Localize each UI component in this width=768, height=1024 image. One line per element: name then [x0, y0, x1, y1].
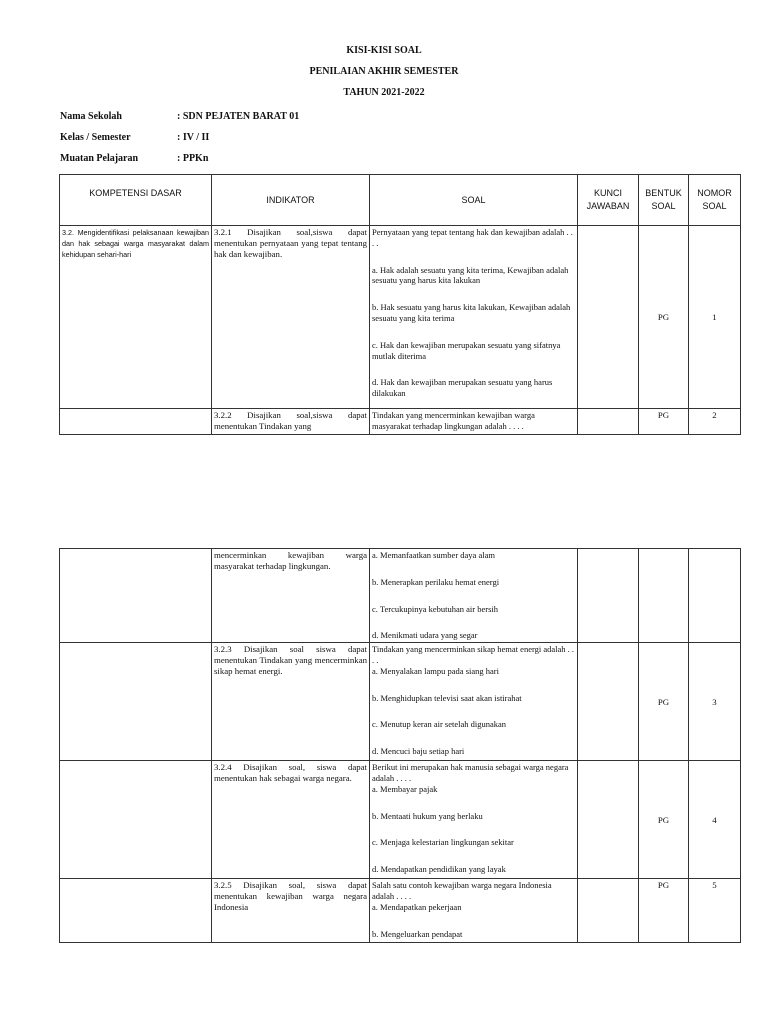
option-c: c. Tercukupinya kebutuhan air bersih — [372, 603, 498, 614]
option-c: c. Hak dan kewajiban merupakan sesuatu yang sifatnya mutlak diterima — [372, 339, 561, 361]
col-header-kd: KOMPETENSI DASAR — [60, 175, 212, 226]
table-row — [60, 409, 741, 435]
doc-title: KISI-KISI SOAL — [346, 45, 422, 56]
soal-cell — [370, 879, 578, 943]
soal-cell — [370, 761, 578, 879]
bentuk-cell — [639, 549, 689, 643]
option-a: a. Memanfaatkan sumber daya alam — [372, 550, 495, 560]
option-a: a. Membayar pajak — [372, 783, 438, 794]
table-row — [60, 226, 741, 409]
option-c: c. Menutup keran air setelah digunakan — [372, 719, 507, 730]
nomor-cell: 3 — [689, 643, 741, 761]
doc-year: TAHUN 2021-2022 — [343, 87, 425, 98]
option-d: d. Hak dan kewajiban merupakan sesuatu yang harus dilakukan — [372, 377, 553, 399]
col-header-soal: SOAL — [370, 175, 578, 226]
bentuk-cell: PG — [639, 879, 689, 943]
col-header-indikator: INDIKATOR — [212, 175, 370, 226]
nomor-cell: 4 — [689, 761, 741, 879]
question-stem: Tindakan yang mencerminkan kewajiban warga masyarakat terhadap lingkungan adalah . . . . — [372, 410, 535, 431]
nomor-cell: 2 — [689, 409, 741, 435]
nomor-cell: 1 — [689, 226, 741, 409]
kunci-cell — [578, 226, 639, 409]
indikator-cell: 3.2.2 Disajikan soal,siswa dapat menentukan Tindakan yang — [212, 409, 370, 435]
table-row — [60, 643, 741, 761]
indikator-cell: 3.2.5 Disajikan soal, siswa dapat menentukan kewajiban warga negara Indonesia — [212, 879, 370, 943]
question-stem: Tindakan yang mencerminkan sikap hemat energi adalah . . . . — [372, 644, 575, 665]
soal-cell — [370, 643, 578, 761]
indikator-cell: mencerminkan kewajiban warga masyarakat terhadap lingkungan. — [212, 549, 370, 643]
soal-cell — [370, 409, 578, 435]
option-b: b. Mentaati hukum yang berlaku — [372, 810, 483, 821]
bentuk-cell: PG — [639, 409, 689, 435]
option-a: a. Menyalakan lampu pada siang hari — [372, 665, 499, 676]
meta-label: Kelas / Semester — [60, 132, 131, 143]
option-d: d. Mendapatkan pendidikan yang layak — [372, 864, 506, 875]
option-a: a. Hak adalah sesuatu yang kita terima, Kewajiban adalah sesuatu yang harus kita lakukan — [372, 264, 569, 286]
meta-label: Nama Sekolah — [60, 111, 122, 122]
kd-cell — [60, 761, 212, 879]
nomor-cell: 5 — [689, 879, 741, 943]
col-header-nomor: NOMOR SOAL — [689, 175, 741, 226]
option-b: b. Menghidupkan televisi saat akan istirahat — [372, 692, 522, 703]
kunci-cell — [578, 409, 639, 435]
kunci-cell — [578, 761, 639, 879]
question-stem: Salah satu contoh kewajiban warga negara Indonesia adalah . . . . — [372, 880, 552, 901]
kisi-table-page1 — [59, 174, 741, 435]
option-d: d. Mencuci baju setiap hari — [372, 746, 465, 757]
meta-value: : SDN PEJATEN BARAT 01 — [177, 111, 300, 122]
meta-value: : PPKn — [177, 153, 209, 164]
option-b: b. Hak sesuatu yang harus kita lakukan, Kewajiban adalah sesuatu yang kita terima — [372, 302, 571, 323]
soal-cell — [370, 226, 578, 409]
indikator-cell: 3.2.1 Disajikan soal,siswa dapat menentukan pernyataan yang tepat tentang hak dan kewajiban. — [212, 226, 370, 409]
option-d: d. Menikmati udara yang segar — [372, 630, 478, 641]
indikator-cell: 3.2.4 Disajikan soal, siswa dapat menentukan hak sebagai warga negara. — [212, 761, 370, 879]
bentuk-cell: PG — [639, 226, 689, 409]
kunci-cell — [578, 879, 639, 943]
table-row — [60, 879, 741, 943]
table-row — [60, 549, 741, 643]
col-header-bentuk: BENTUK SOAL — [639, 175, 689, 226]
col-header-kunci: KUNCI JAWABAN — [578, 175, 639, 226]
meta-label: Muatan Pelajaran — [60, 153, 139, 164]
kunci-cell — [578, 643, 639, 761]
kunci-cell — [578, 549, 639, 643]
kd-cell — [60, 879, 212, 943]
option-b: b. Menerapkan perilaku hemat energi — [372, 576, 500, 587]
meta-value: : IV / II — [177, 132, 210, 143]
kd-cell — [60, 549, 212, 643]
kd-cell — [60, 643, 212, 761]
kd-cell: 3.2. Mengidentifikasi pelaksanaan kewajiban dan hak sebagai warga masyarakat dalam kehidupan sehari-hari — [60, 226, 212, 409]
soal-cell — [370, 549, 578, 643]
bentuk-cell: PG — [639, 761, 689, 879]
question-stem: Berikut ini merupakan hak manusia sebagai warga negara adalah . . . . — [372, 762, 569, 783]
kisi-table-page2 — [59, 548, 741, 943]
kd-cell — [60, 409, 212, 435]
indikator-cell: 3.2.3 Disajikan soal siswa dapat menentukan Tindakan yang mencerminkan sikap hemat energi. — [212, 643, 370, 761]
table-header-row — [60, 175, 741, 226]
doc-subtitle: PENILAIAN AKHIR SEMESTER — [309, 66, 459, 77]
nomor-cell — [689, 549, 741, 643]
option-b: b. Mengeluarkan pendapat — [372, 928, 463, 939]
option-c: c. Menjaga kelestarian lingkungan sekitar — [372, 837, 514, 848]
table-row — [60, 761, 741, 879]
option-a: a. Mendapatkan pekerjaan — [372, 901, 462, 912]
document-title-block — [0, 44, 768, 107]
question-stem: Pernyataan yang tepat tentang hak dan kewajiban adalah . . . . — [372, 227, 573, 248]
bentuk-cell: PG — [639, 643, 689, 761]
